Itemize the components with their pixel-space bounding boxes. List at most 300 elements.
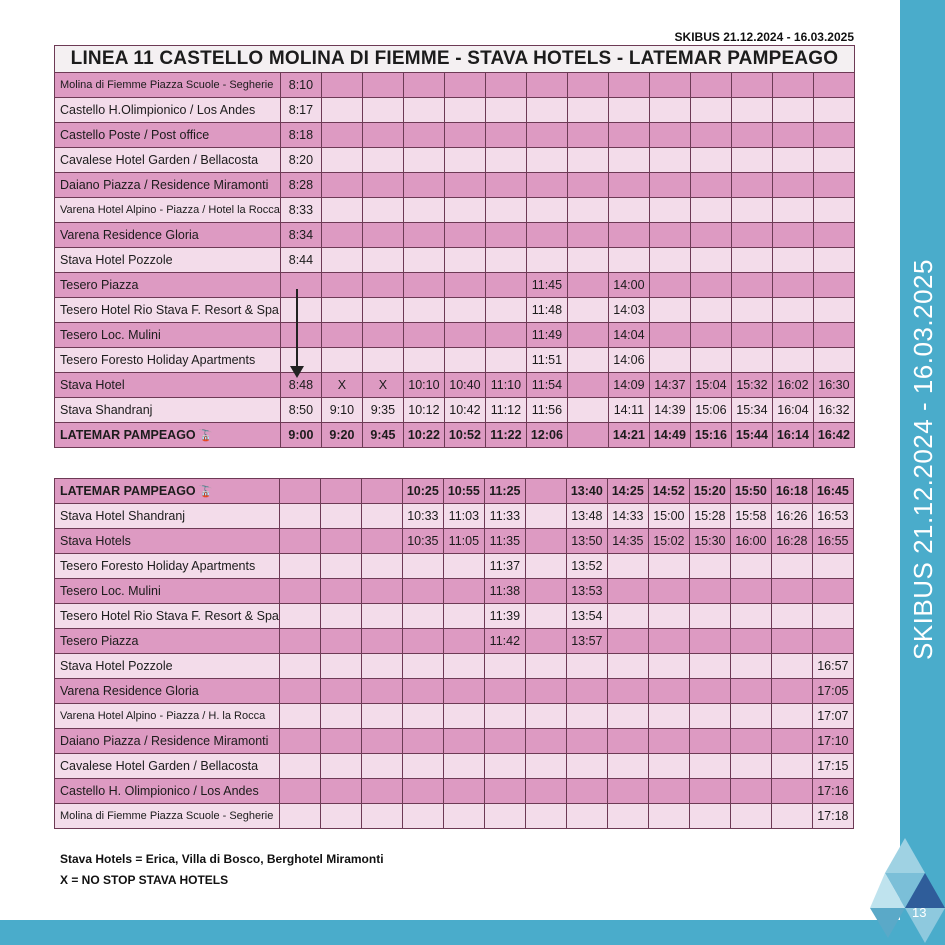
departure-time xyxy=(648,554,689,579)
departure-time: 11:05 xyxy=(443,529,484,554)
departure-time: 16:32 xyxy=(813,398,854,423)
departure-time: 11:39 xyxy=(484,604,525,629)
departure-time: 10:55 xyxy=(443,479,484,504)
x-legend-note: X = NO STOP STAVA HOTELS xyxy=(60,873,229,887)
stop-name xyxy=(55,754,280,779)
departure-time xyxy=(320,529,361,554)
departure-time xyxy=(772,323,813,348)
timetable-row xyxy=(55,223,855,248)
timetable-row xyxy=(55,123,855,148)
departure-time xyxy=(567,273,608,298)
timetable-row xyxy=(55,479,854,504)
departure-time xyxy=(813,348,854,373)
departure-time xyxy=(320,604,361,629)
stop-name xyxy=(55,348,281,373)
departure-time xyxy=(731,98,772,123)
departure-time xyxy=(362,223,403,248)
departure-time xyxy=(607,654,648,679)
departure-time: 11:37 xyxy=(484,554,525,579)
departure-time: 14:52 xyxy=(648,479,689,504)
departure-time xyxy=(772,123,813,148)
stop-label: Tesero Piazza xyxy=(60,278,139,292)
stop-name xyxy=(55,398,281,423)
departure-time xyxy=(279,529,320,554)
departure-time xyxy=(813,323,854,348)
departure-time xyxy=(648,779,689,804)
departure-time: 11:48 xyxy=(526,298,567,323)
departure-time xyxy=(484,704,525,729)
departure-time xyxy=(525,704,566,729)
departure-time: 16:26 xyxy=(771,504,812,529)
departure-time: 14:39 xyxy=(649,398,690,423)
departure-time: 15:44 xyxy=(731,423,772,448)
cable-car-icon: 🚡 xyxy=(195,486,213,498)
departure-time: 8:33 xyxy=(280,198,321,223)
stop-label: Daiano Piazza / Residence Miramonti xyxy=(60,734,269,748)
departure-time xyxy=(567,148,608,173)
departure-time: 11:35 xyxy=(484,529,525,554)
departure-time xyxy=(526,223,567,248)
departure-time: 16:30 xyxy=(813,373,854,398)
departure-time: 10:42 xyxy=(444,398,485,423)
departure-time xyxy=(689,679,730,704)
stop-label: Molina di Fiemme Piazza Scuole - Segherie xyxy=(60,810,274,822)
departure-time xyxy=(690,248,731,273)
departure-time: 14:49 xyxy=(649,423,690,448)
departure-time xyxy=(567,348,608,373)
departure-time xyxy=(772,173,813,198)
departure-time xyxy=(525,629,566,654)
departure-time xyxy=(320,779,361,804)
departure-time: 11:38 xyxy=(484,579,525,604)
departure-time: 11:42 xyxy=(484,629,525,654)
departure-time xyxy=(402,779,443,804)
stop-label: Tesero Hotel Rio Stava F. Resort & Spa xyxy=(60,609,279,623)
departure-time xyxy=(649,323,690,348)
departure-time xyxy=(320,579,361,604)
departure-time xyxy=(525,679,566,704)
departure-time xyxy=(731,248,772,273)
departure-time xyxy=(813,148,854,173)
timetable-row xyxy=(55,423,855,448)
departure-time: 17:16 xyxy=(812,779,853,804)
departure-time xyxy=(648,729,689,754)
departure-time xyxy=(320,629,361,654)
departure-time: X xyxy=(362,373,403,398)
stop-label: Molina di Fiemme Piazza Scuole - Segherie xyxy=(60,79,274,91)
departure-time xyxy=(320,554,361,579)
departure-time xyxy=(771,804,812,829)
timetable-row xyxy=(55,198,855,223)
departure-time xyxy=(321,248,362,273)
departure-time xyxy=(771,754,812,779)
stop-label: Stava Hotel xyxy=(60,378,125,392)
departure-time xyxy=(771,629,812,654)
page-number: 13 xyxy=(912,905,927,920)
departure-time xyxy=(689,729,730,754)
departure-time: 15:30 xyxy=(689,529,730,554)
departure-time xyxy=(402,704,443,729)
departure-time xyxy=(485,148,526,173)
stop-label: Stava Hotel Pozzole xyxy=(60,253,173,267)
departure-time xyxy=(648,629,689,654)
stava-hotels-note: Stava Hotels = Erica, Villa di Bosco, Berghotel Miramonti xyxy=(60,852,384,866)
departure-time xyxy=(690,98,731,123)
departure-time xyxy=(649,198,690,223)
side-validity-label: SKIBUS 21.12.2024 - 16.03.2025 xyxy=(908,259,938,660)
departure-time xyxy=(321,173,362,198)
departure-time xyxy=(361,529,402,554)
departure-time xyxy=(361,704,402,729)
validity-header: SKIBUS 21.12.2024 - 16.03.2025 xyxy=(674,30,854,44)
timetable-row xyxy=(55,248,855,273)
stop-label: Tesero Piazza xyxy=(60,634,139,648)
timetable-title: LINEA 11 CASTELLO MOLINA DI FIEMME - STAVA HOTELS - LATEMAR PAMPEAGO xyxy=(55,46,855,73)
timetable-row xyxy=(55,323,855,348)
departure-time xyxy=(444,98,485,123)
departure-time xyxy=(730,554,771,579)
departure-time xyxy=(525,779,566,804)
departure-time xyxy=(526,248,567,273)
departure-time: 11:03 xyxy=(443,504,484,529)
departure-time xyxy=(525,504,566,529)
departure-time xyxy=(813,173,854,198)
departure-time xyxy=(403,348,444,373)
departure-time xyxy=(567,248,608,273)
departure-time: 10:52 xyxy=(444,423,485,448)
departure-time: 14:06 xyxy=(608,348,649,373)
stop-name xyxy=(55,148,281,173)
departure-time xyxy=(279,679,320,704)
departure-time xyxy=(689,579,730,604)
departure-time xyxy=(607,579,648,604)
departure-time xyxy=(690,173,731,198)
stop-label: Stava Shandranj xyxy=(60,403,153,417)
departure-time xyxy=(361,504,402,529)
departure-time xyxy=(280,323,321,348)
timetable-row xyxy=(55,148,855,173)
departure-time xyxy=(361,779,402,804)
departure-time xyxy=(648,604,689,629)
departure-time xyxy=(362,173,403,198)
stop-label: Varena Residence Gloria xyxy=(60,228,199,242)
departure-time xyxy=(279,604,320,629)
timetable-row xyxy=(55,729,854,754)
departure-time xyxy=(608,148,649,173)
departure-time xyxy=(279,704,320,729)
departure-time xyxy=(731,298,772,323)
departure-time xyxy=(730,804,771,829)
departure-time xyxy=(648,579,689,604)
departure-time: 10:12 xyxy=(403,398,444,423)
departure-time: 13:52 xyxy=(566,554,607,579)
departure-time xyxy=(648,704,689,729)
stop-name xyxy=(55,579,280,604)
timetable-row xyxy=(55,579,854,604)
departure-time xyxy=(361,579,402,604)
departure-time xyxy=(567,423,608,448)
departure-time xyxy=(443,579,484,604)
departure-time: 10:10 xyxy=(403,373,444,398)
departure-time xyxy=(443,679,484,704)
departure-time xyxy=(690,348,731,373)
departure-time: 14:33 xyxy=(607,504,648,529)
departure-time xyxy=(362,198,403,223)
departure-time: 8:18 xyxy=(280,123,321,148)
departure-time xyxy=(484,679,525,704)
departure-time xyxy=(402,629,443,654)
departure-time xyxy=(813,198,854,223)
stop-label: Cavalese Hotel Garden / Bellacosta xyxy=(60,759,259,773)
departure-time xyxy=(444,198,485,223)
departure-time xyxy=(812,629,853,654)
departure-time: 13:50 xyxy=(566,529,607,554)
departure-time xyxy=(485,73,526,98)
departure-time: 15:32 xyxy=(731,373,772,398)
departure-time: 10:22 xyxy=(403,423,444,448)
departure-time xyxy=(443,754,484,779)
departure-time xyxy=(567,298,608,323)
departure-time xyxy=(443,804,484,829)
departure-time xyxy=(362,248,403,273)
timetable-row xyxy=(55,504,854,529)
stop-label: Stava Hotel Pozzole xyxy=(60,659,173,673)
departure-time xyxy=(402,679,443,704)
departure-time xyxy=(813,223,854,248)
departure-time xyxy=(320,729,361,754)
departure-time xyxy=(649,248,690,273)
timetable-row xyxy=(55,273,855,298)
departure-time: 10:25 xyxy=(402,479,443,504)
departure-time xyxy=(526,123,567,148)
departure-time xyxy=(402,754,443,779)
departure-time xyxy=(771,779,812,804)
departure-time xyxy=(321,198,362,223)
departure-time: 11:33 xyxy=(484,504,525,529)
departure-time xyxy=(812,604,853,629)
departure-time xyxy=(484,804,525,829)
departure-time xyxy=(813,273,854,298)
departure-time xyxy=(361,804,402,829)
departure-time xyxy=(608,248,649,273)
departure-time xyxy=(772,348,813,373)
departure-time xyxy=(444,273,485,298)
departure-time: 13:40 xyxy=(566,479,607,504)
departure-time xyxy=(525,479,566,504)
stop-name xyxy=(55,554,280,579)
departure-time xyxy=(362,123,403,148)
stop-name xyxy=(55,98,281,123)
departure-time xyxy=(320,704,361,729)
departure-time xyxy=(402,654,443,679)
departure-time xyxy=(771,704,812,729)
stop-label: Stava Hotels xyxy=(60,534,131,548)
departure-time: 8:34 xyxy=(280,223,321,248)
departure-time xyxy=(567,398,608,423)
departure-time xyxy=(689,754,730,779)
timetable-row xyxy=(55,804,854,829)
departure-time xyxy=(321,323,362,348)
departure-time xyxy=(731,148,772,173)
departure-time: 16:42 xyxy=(813,423,854,448)
departure-time xyxy=(361,729,402,754)
timetable-row xyxy=(55,173,855,198)
departure-time xyxy=(649,348,690,373)
departure-time: 15:00 xyxy=(648,504,689,529)
departure-time xyxy=(731,73,772,98)
timetable-row xyxy=(55,754,854,779)
departure-time xyxy=(444,73,485,98)
timetable-row xyxy=(55,779,854,804)
departure-time xyxy=(279,754,320,779)
departure-time xyxy=(567,98,608,123)
departure-time xyxy=(649,148,690,173)
departure-time xyxy=(813,98,854,123)
timetable-row xyxy=(55,98,855,123)
stop-name xyxy=(55,504,280,529)
departure-time: 13:48 xyxy=(566,504,607,529)
departure-time xyxy=(649,173,690,198)
departure-time xyxy=(444,323,485,348)
departure-time: 10:33 xyxy=(402,504,443,529)
departure-time xyxy=(812,579,853,604)
departure-time xyxy=(403,323,444,348)
departure-time xyxy=(566,754,607,779)
departure-time xyxy=(730,779,771,804)
departure-time: 16:14 xyxy=(772,423,813,448)
departure-time xyxy=(567,73,608,98)
departure-time: 11:22 xyxy=(485,423,526,448)
departure-time xyxy=(443,704,484,729)
departure-time xyxy=(403,123,444,148)
departure-time xyxy=(771,679,812,704)
departure-time: 11:56 xyxy=(526,398,567,423)
triangle-pattern-decoration xyxy=(870,838,945,945)
departure-time xyxy=(485,98,526,123)
departure-time xyxy=(443,554,484,579)
departure-time xyxy=(444,248,485,273)
departure-time: 16:28 xyxy=(771,529,812,554)
departure-time xyxy=(730,604,771,629)
departure-time: 11:54 xyxy=(526,373,567,398)
departure-time xyxy=(320,654,361,679)
departure-time: 10:40 xyxy=(444,373,485,398)
departure-time xyxy=(525,554,566,579)
departure-time xyxy=(772,148,813,173)
departure-time xyxy=(361,754,402,779)
stop-name xyxy=(55,198,281,223)
departure-time xyxy=(607,804,648,829)
departure-time xyxy=(279,504,320,529)
departure-time: 15:58 xyxy=(730,504,771,529)
timetable-row xyxy=(55,679,854,704)
departure-time xyxy=(607,779,648,804)
departure-time xyxy=(772,273,813,298)
departure-time xyxy=(526,73,567,98)
departure-time xyxy=(484,654,525,679)
departure-time xyxy=(730,679,771,704)
departure-time xyxy=(608,73,649,98)
departure-time xyxy=(279,804,320,829)
departure-time xyxy=(526,198,567,223)
departure-time xyxy=(812,554,853,579)
departure-time xyxy=(567,323,608,348)
departure-time xyxy=(485,298,526,323)
return-timetable xyxy=(54,478,854,829)
departure-time xyxy=(403,248,444,273)
stop-name xyxy=(55,679,280,704)
departure-time xyxy=(608,98,649,123)
departure-time xyxy=(813,248,854,273)
departure-time xyxy=(689,704,730,729)
stop-name xyxy=(55,373,281,398)
departure-time xyxy=(566,729,607,754)
timetable-row xyxy=(55,604,854,629)
departure-time xyxy=(730,654,771,679)
departure-time xyxy=(403,198,444,223)
departure-time: 14:11 xyxy=(608,398,649,423)
stop-label: LATEMAR PAMPEAGO xyxy=(60,428,196,442)
departure-time: 16:53 xyxy=(812,504,853,529)
departure-time xyxy=(320,754,361,779)
departure-time xyxy=(362,298,403,323)
departure-time: 9:20 xyxy=(321,423,362,448)
departure-time xyxy=(649,98,690,123)
departure-time xyxy=(567,198,608,223)
departure-time: 16:04 xyxy=(772,398,813,423)
departure-time xyxy=(648,654,689,679)
stop-label: Varena Hotel Alpino - Piazza / H. la Rocca xyxy=(60,710,266,722)
departure-time xyxy=(731,173,772,198)
departure-time xyxy=(362,273,403,298)
departure-time xyxy=(321,223,362,248)
departure-time xyxy=(362,348,403,373)
timetable-row xyxy=(55,654,854,679)
departure-time xyxy=(525,754,566,779)
departure-time xyxy=(567,373,608,398)
stop-label: Castello H. Olimpionico / Los Andes xyxy=(60,784,259,798)
departure-time: 16:00 xyxy=(730,529,771,554)
departure-time: 15:06 xyxy=(690,398,731,423)
departure-time xyxy=(771,654,812,679)
departure-time: 13:53 xyxy=(566,579,607,604)
stop-name xyxy=(55,273,281,298)
stop-label: Castello H.Olimpionico / Los Andes xyxy=(60,103,256,117)
departure-time: 14:00 xyxy=(608,273,649,298)
departure-time: 14:37 xyxy=(649,373,690,398)
stop-name xyxy=(55,173,281,198)
departure-time xyxy=(485,273,526,298)
departure-time xyxy=(443,779,484,804)
departure-time xyxy=(444,348,485,373)
departure-time xyxy=(279,554,320,579)
departure-time: 15:16 xyxy=(690,423,731,448)
departure-time xyxy=(485,248,526,273)
departure-time xyxy=(321,298,362,323)
departure-time xyxy=(608,123,649,148)
departure-time: 8:10 xyxy=(280,73,321,98)
departure-time xyxy=(403,73,444,98)
departure-time xyxy=(649,298,690,323)
departure-time xyxy=(731,198,772,223)
departure-time: 11:25 xyxy=(484,479,525,504)
stop-name xyxy=(55,629,280,654)
departure-time xyxy=(772,198,813,223)
departure-time xyxy=(648,679,689,704)
departure-time xyxy=(731,273,772,298)
departure-time xyxy=(526,98,567,123)
stop-label: Stava Hotel Shandranj xyxy=(60,509,186,523)
